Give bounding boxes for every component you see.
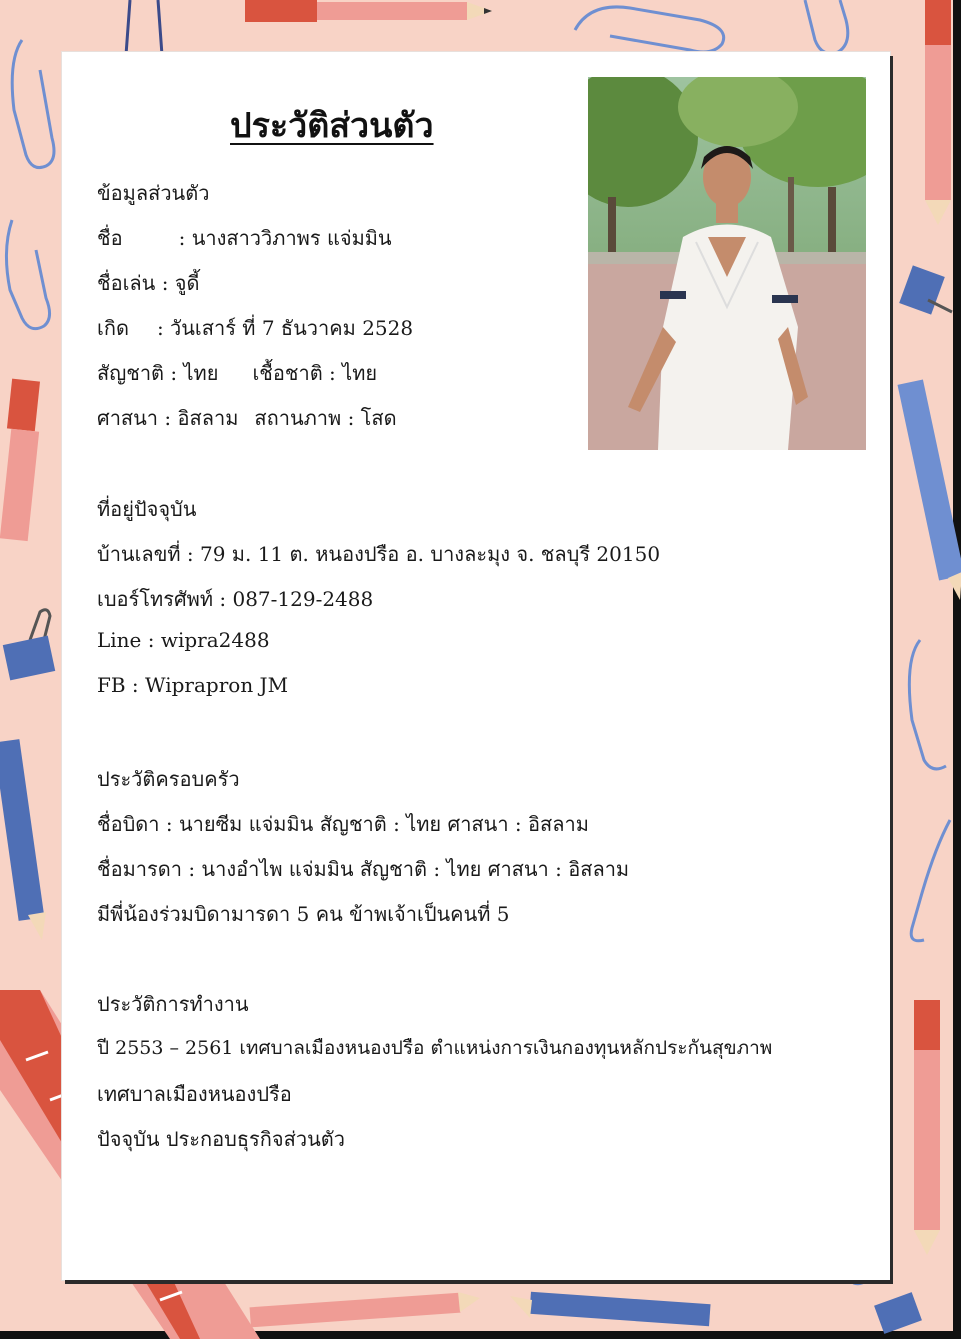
pencil-icon — [0, 379, 40, 541]
nationality-value: สัญชาติ : ไทย — [97, 361, 219, 385]
religion-value: ศาสนา : อิสลาม — [97, 406, 239, 430]
pencil-icon — [0, 739, 46, 940]
address-heading: ที่อยู่ปัจจุบัน — [97, 497, 197, 521]
family-siblings: มีพี่น้องร่วมบิดามารดา 5 คน ข้าพเจ้าเป็นคนที่ 5 — [97, 902, 510, 926]
binder-clip-icon — [3, 610, 55, 681]
work-heading: ประวัติการทำงาน — [97, 992, 249, 1016]
binder-clip-icon — [899, 265, 952, 314]
work-line-1: ปี 2553 – 2561 เทศบาลเมืองหนองปรือ ตำแหน่งการเงินกองทุนหลักประกันสุขภาพ — [97, 1037, 773, 1059]
page-title: ประวัติส่วนตัว — [230, 106, 434, 146]
pencil-icon — [245, 0, 492, 22]
status-value: สถานภาพ : โสด — [254, 406, 397, 430]
name-row — [97, 222, 392, 254]
work-line-3: ปัจจุบัน ประกอบธุรกิจส่วนตัว — [97, 1127, 345, 1151]
address-line-id: Line : wipra2488 — [97, 628, 270, 652]
paper-clip-icon — [6, 40, 54, 329]
pencil-icon — [510, 1292, 711, 1327]
pencil-icon — [914, 1000, 940, 1255]
name-value: : นางสาววิภาพร แจ่มมิน — [178, 226, 392, 250]
pencil-icon — [250, 1292, 480, 1327]
address-phone: เบอร์โทรศัพท์ : 087-129-2488 — [97, 587, 374, 611]
pencil-icon — [925, 0, 951, 225]
family-mother: ชื่อมารดา : นางอำไพ แจ่มมิน สัญชาติ : ไทย ศาสนา : อิสลาม — [97, 857, 630, 881]
name-label: ชื่อ — [97, 226, 123, 250]
personal-heading: ข้อมูลส่วนตัว — [97, 181, 210, 205]
binder-clip-icon — [874, 1292, 922, 1334]
family-heading: ประวัติครอบครัว — [97, 767, 240, 791]
nickname-row: ชื่อเล่น : จูดี้ — [97, 271, 200, 295]
paper-clip-icon — [575, 0, 848, 54]
religion-row — [97, 402, 397, 434]
birth-value: : วันเสาร์ ที่ 7 ธันวาคม 2528 — [156, 316, 414, 340]
nationality-row — [97, 357, 377, 389]
birth-row — [97, 312, 413, 344]
profile-photo — [588, 77, 866, 450]
work-line-2: เทศบาลเมืองหนองปรือ — [97, 1082, 292, 1106]
family-father: ชื่อบิดา : นายซีม แจ่มมิน สัญชาติ : ไทย ศาสนา : อิสลาม — [97, 812, 589, 836]
pencil-icon — [897, 379, 961, 600]
address-facebook: FB : Wiprapron JM — [97, 673, 289, 697]
ethnicity-value: เชื้อชาติ : ไทย — [252, 361, 378, 385]
address-house: บ้านเลขที่ : 79 ม. 11 ต. หนองปรือ อ. บางละมุง จ. ชลบุรี 20150 — [97, 542, 661, 566]
birth-label: เกิด — [97, 316, 129, 340]
